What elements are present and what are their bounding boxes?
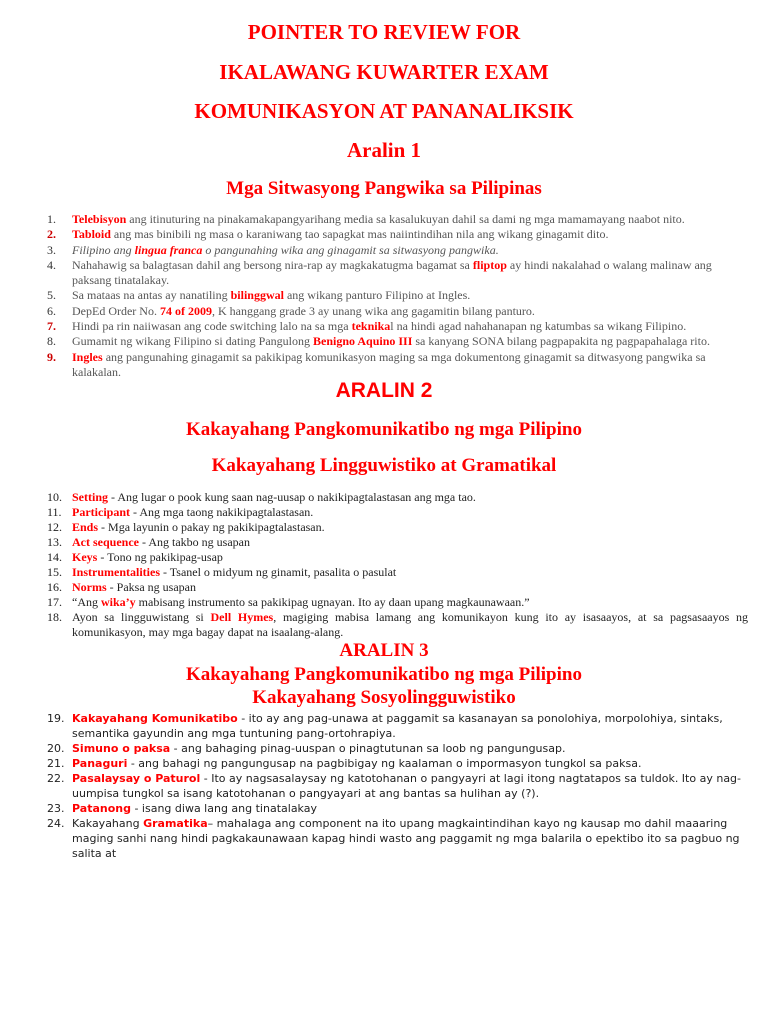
key-term: Benigno Aquino III (313, 334, 413, 349)
aralin1-subheading: Mga Sitwasyong Pangwika sa Pilipinas (226, 178, 542, 199)
item-text (72, 801, 748, 816)
item-text (72, 490, 748, 505)
item-text-post: - ang bahaging pinag-uuspan o pinagtutunan sa loob ng pangungusap. (170, 742, 566, 755)
aralin2-list (0, 490, 748, 640)
key-term: Ends (72, 520, 99, 534)
list-item (0, 580, 748, 595)
item-text-pre: Sa mataas na antas ay nanatiling (72, 288, 231, 303)
key-term: Setting (72, 490, 108, 504)
item-text (72, 319, 748, 334)
item-number: 18. (47, 610, 62, 624)
item-text-pre: Hindi pa rin naiiwasan ang code switching lalo na sa mga (72, 319, 352, 334)
key-term: Simuno o paksa (72, 742, 171, 755)
list-item (0, 565, 748, 580)
item-text (72, 595, 748, 610)
item-text-pre: Ayon sa lingguwistang si (72, 610, 211, 624)
item-text-post: ay hindi nakalahad o walang malinaw ang paksang tinatalakay. (72, 257, 712, 288)
list-item (0, 334, 748, 349)
key-term: Panaguri (72, 757, 128, 770)
item-text (72, 227, 748, 242)
item-number: 1. (47, 212, 56, 226)
list-item (0, 550, 748, 565)
item-text (72, 580, 748, 595)
list-item (0, 350, 748, 381)
item-number: 12. (47, 520, 62, 534)
item-number: 10. (47, 490, 62, 504)
list-item (0, 212, 748, 227)
key-term: Patanong (72, 802, 131, 815)
item-text-post: , K hanggang grade 3 ay unang wika ang gagamitin bilang panturo. (211, 303, 535, 318)
key-term: fliptop (472, 257, 507, 272)
item-text-post: ang pangunahing ginagamit sa pakikipag komunikasyon maging sa mga dokumentong ginagamit sa ditwasyong pangwika sa kalakalan. (72, 349, 706, 379)
key-term: Act sequence (72, 535, 139, 549)
aralin3-subheading-1: Kakayahang Pangkomunikatibo ng mga Pilipino (186, 664, 582, 685)
item-text-post: - ang bahagi ng pangungusap na pagbibigay ng kaalaman o impormasyon tungkol sa paksa. (127, 757, 642, 770)
list-item (0, 243, 748, 258)
list-item (0, 288, 748, 303)
key-term: Keys (72, 550, 98, 564)
doc-title-line1: POINTER TO REVIEW FOR (247, 20, 521, 44)
item-text-pre: Filipino ang (72, 242, 135, 257)
item-number: 8. (47, 334, 56, 349)
key-term: Norms (72, 580, 107, 594)
item-text (72, 350, 748, 381)
item-number: 3. (47, 242, 56, 257)
aralin2-subheading-2: Kakayahang Lingguwistiko at Gramatikal (211, 455, 557, 476)
item-text-pre: Nahahawig sa balagtasan dahil ang bersong nira-rap ay magkakatugma bagamat sa (72, 257, 473, 272)
item-text (72, 535, 748, 550)
item-text (72, 243, 748, 258)
list-item (0, 610, 748, 640)
item-number: 4. (47, 257, 56, 272)
doc-title-line2: IKALAWANG KUWARTER EXAM (219, 60, 549, 84)
key-term: 74 of 2009 (159, 303, 212, 318)
doc-title-line3: KOMUNIKASYON AT PANANALIKSIK (194, 99, 574, 123)
item-text (72, 816, 748, 861)
item-number: 14. (47, 550, 62, 564)
list-item (0, 304, 748, 319)
item-number: 22. (47, 772, 65, 785)
item-text-post: mabisang instrumento sa pakikipag ugnayan. Ito ay daan upang magkaunawaan.” (135, 595, 530, 609)
item-text-post: - Paksa ng usapan (106, 580, 196, 594)
item-text-post: l na hindi agad nahahanapan ng katumbas sa wikang Filipino. (390, 319, 687, 334)
aralin2-heading: ARALIN 2 (335, 379, 433, 402)
item-number: 15. (47, 565, 62, 579)
item-text-post: o pangunahing wika ang ginagamit sa sitwasyong pangwika. (202, 242, 499, 257)
item-text (72, 550, 748, 565)
item-number: 9. (47, 349, 56, 364)
item-number: 2. (47, 227, 56, 242)
item-text-post: - ito ay ang pag-unawa at paggamit sa kasanayan sa ponolohiya, morpolohiya, sintaks, semantika gayundin ang mga tuntuning pang-ortohrapiya. (72, 712, 723, 740)
item-number: 24. (47, 817, 65, 830)
key-term: Kakayahang Komunikatibo (72, 712, 238, 725)
item-text-post: - Mga layunin o pakay ng pakikipagtalastasan. (98, 520, 325, 534)
list-item (0, 741, 748, 756)
key-term: Telebisyon (72, 212, 127, 226)
list-item (0, 258, 748, 289)
list-item (0, 711, 748, 741)
item-text (72, 756, 748, 771)
item-text-post: ang itinuturing na pinakamakapangyarihang media sa kasalukuyan dahil sa dami ng mga mamamayang naabot nito. (126, 212, 685, 226)
item-number: 16. (47, 580, 62, 594)
key-term: wika’y (101, 595, 136, 609)
item-text (72, 288, 748, 303)
list-item (0, 520, 748, 535)
key-term: lingua franca (134, 242, 203, 257)
item-text-post: - Ang lugar o pook kung saan nag-uusap o nakikipagtalastasan ang mga tao. (108, 490, 476, 504)
item-text-post: - isang diwa lang ang tinatalakay (130, 802, 317, 815)
list-item (0, 227, 748, 242)
item-number: 17. (47, 595, 62, 609)
item-text (72, 334, 748, 349)
item-text (72, 711, 748, 741)
key-term: bilinggwal (230, 288, 284, 303)
aralin3-subheading-2: Kakayahang Sosyolingguwistiko (252, 687, 516, 708)
item-number: 23. (47, 802, 65, 815)
item-number: 20. (47, 742, 65, 755)
key-term: Gramatika (143, 817, 208, 830)
key-term: Dell Hymes (210, 610, 274, 624)
aralin1-list (0, 212, 748, 380)
item-text-pre: DepEd Order No. (72, 303, 160, 318)
item-text-post: , magiging mabisa lamang ang komunikayon kung ito ay isasaayos, at sa pagsasaayos ng komunikasyon, may mga bagay dapat na isaalang-alang. (72, 610, 749, 639)
list-item (0, 816, 748, 861)
list-item (0, 771, 748, 801)
key-term: teknika (351, 319, 391, 334)
item-text-post: sa kanyang SONA bilang pagpapakita ng pagpapahalaga rito. (412, 334, 710, 349)
list-item (0, 801, 748, 816)
key-term: Ingles (72, 349, 103, 364)
list-item (0, 535, 748, 550)
item-text (72, 212, 748, 227)
item-text-post: - Tsanel o midyum ng ginamit, pasalita o pasulat (160, 565, 397, 579)
item-text (72, 610, 748, 640)
key-term: Pasalaysay o Paturol (72, 772, 201, 785)
aralin1-heading: Aralin 1 (346, 138, 422, 162)
key-term: Instrumentalities (72, 565, 160, 579)
item-text-post: - Tono ng pakikipag-usap (97, 550, 223, 564)
item-text (72, 741, 748, 756)
list-item (0, 319, 748, 334)
aralin3-list (0, 711, 748, 861)
item-number: 5. (47, 288, 56, 303)
item-text-pre: “Ang (72, 595, 101, 609)
item-text-post: – mahalaga ang component na ito upang magkaintindihan kayo ng kausap mo dahil maaaring maging sanhi nang hindi pagkakaunawaan kapag hindi wasto ang paggamit ng mga balarila o epektibo ito sa pagbuo ng salita at (72, 817, 740, 860)
item-text-post: ang mas binibili ng masa o karaniwang tao sapagkat mas naiintindihan nila ang wikang ginagamit dito. (110, 227, 609, 242)
list-item (0, 505, 748, 520)
item-text (72, 771, 748, 801)
item-text-post: - Ito ay nagsasalaysay ng katotohanan o pangyayri at lagi itong nagtatapos sa tuldok. Ito ay nag-uumpisa tungkol sa isang katotohanan o pangyayari at ang bantas sa hulihan ay (?). (72, 772, 742, 800)
item-text (72, 520, 748, 535)
aralin2-subheading-1: Kakayahang Pangkomunikatibo ng mga Pilipino (186, 419, 582, 440)
list-item (0, 490, 748, 505)
item-number: 11. (47, 505, 62, 519)
item-text-post: ang wikang panturo Filipino at Ingles. (283, 288, 471, 303)
item-text (72, 505, 748, 520)
item-text (72, 258, 748, 289)
item-text-post: - Ang mga taong nakikipagtalastasan. (130, 505, 314, 519)
item-number: 13. (47, 535, 62, 549)
item-text-post: - Ang takbo ng usapan (138, 535, 250, 549)
aralin3-heading: ARALIN 3 (339, 640, 429, 661)
item-number: 7. (47, 319, 56, 334)
item-text (72, 304, 748, 319)
key-term: Participant (72, 505, 130, 519)
item-text-pre: Gumamit ng wikang Filipino si dating Pangulong (72, 334, 313, 349)
item-number: 19. (47, 712, 65, 725)
list-item (0, 595, 748, 610)
key-term: Tabloid (72, 227, 111, 242)
item-text (72, 565, 748, 580)
list-item (0, 756, 748, 771)
item-number: 6. (47, 303, 56, 318)
item-text-pre: Kakayahang (72, 817, 144, 830)
item-number: 21. (47, 757, 65, 770)
